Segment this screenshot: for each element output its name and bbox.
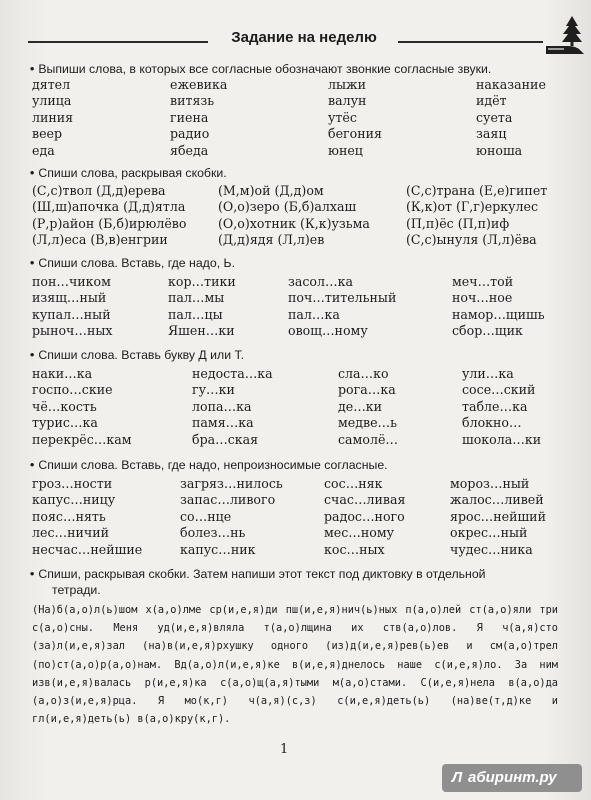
word: окрес…ный xyxy=(450,525,528,541)
word: дятел xyxy=(32,77,71,92)
word: болез…нь xyxy=(180,525,246,541)
forest-road-icon xyxy=(546,14,586,54)
word: чудес…ника xyxy=(450,541,533,557)
phrase: (П,п)ёс (П,п)иф xyxy=(406,215,510,231)
word: мороз…ный xyxy=(450,476,530,491)
word: бра…ская xyxy=(192,431,259,447)
phrase: (С,с)твол (Д,д)ерева xyxy=(32,183,166,198)
word: гроз…ности xyxy=(32,476,113,491)
word: наки…ка xyxy=(32,366,93,381)
word: суета xyxy=(476,109,513,125)
phrase: (К,к)от (Г,г)еркулес xyxy=(406,199,539,215)
word: намор…щишь xyxy=(452,306,545,322)
word: капус…ник xyxy=(180,541,256,557)
word: радио xyxy=(170,126,210,142)
task-4-instruction: • Спиши слова. Вставь букву Д или Т. xyxy=(30,348,245,362)
bullet-icon: • xyxy=(30,348,35,362)
word: счас…ливая xyxy=(324,492,406,508)
bullet-icon: • xyxy=(30,166,35,180)
word: еда xyxy=(32,142,55,158)
word: купал…ный xyxy=(32,306,111,322)
word: рога…ка xyxy=(338,382,396,398)
word: засол…ка xyxy=(288,274,353,289)
word: ябеда xyxy=(170,142,209,158)
word: мес…ному xyxy=(324,525,395,541)
word: кор…тики xyxy=(168,274,236,289)
word: ярос…нейший xyxy=(450,508,546,524)
word: ули…ка xyxy=(462,366,514,381)
task-6-instruction: • Спиши, раскрывая скобки. Затем напиши этот текст под диктовку в отдельной тетради. xyxy=(30,567,486,597)
word: пал…мы xyxy=(168,290,225,306)
word: табле…ка xyxy=(462,398,528,414)
word: лес…ничий xyxy=(32,525,110,541)
word: сбор…щик xyxy=(452,323,523,339)
word: медве…ь xyxy=(338,415,397,431)
word: пал…цы xyxy=(168,306,223,322)
task-5-instruction: • Спиши слова. Вставь, где надо, непроизносимые согласные. xyxy=(30,458,388,472)
word: запас…ливого xyxy=(180,492,276,508)
word: перекрёс…кам xyxy=(32,431,132,447)
word: сос…няк xyxy=(324,476,383,491)
word: валун xyxy=(328,93,367,109)
word: гу…ки xyxy=(192,382,235,398)
word: блокно… xyxy=(462,415,522,431)
word: утёс xyxy=(328,109,357,125)
word: ноч…ное xyxy=(452,290,513,306)
header-rule-left xyxy=(28,41,208,43)
word: ежевика xyxy=(170,77,228,92)
word: бегония xyxy=(328,126,382,142)
word: наказание xyxy=(476,77,546,92)
word: радос…ного xyxy=(324,508,405,524)
word: поч…тительный xyxy=(288,290,397,306)
word: юнец xyxy=(328,142,363,158)
word: гиена xyxy=(170,109,209,125)
phrase: (Ш,ш)апочка (Д,д)ятла xyxy=(32,199,186,215)
word: овощ…ному xyxy=(288,323,368,339)
task-1-instruction: • Выпиши слова, в которых все согласные обозначают звонкие согласные звуки. xyxy=(30,62,492,76)
word: юноша xyxy=(476,142,523,158)
word: со…нце xyxy=(180,508,232,524)
word: Яшен…ки xyxy=(168,323,235,339)
word: турис…ка xyxy=(32,415,98,431)
word: несчас…нейшие xyxy=(32,541,143,557)
page-header xyxy=(28,28,568,54)
word: де…ки xyxy=(338,398,383,414)
task-3-instruction: • Спиши слова. Вставь, где надо, Ь. xyxy=(30,256,236,270)
bullet-icon: • xyxy=(30,567,35,581)
phrase: (М,м)ой (Д,д)ом xyxy=(218,183,324,198)
word: пон…чиком xyxy=(32,274,111,289)
phrase: (Р,р)айон (Б,б)ирюлёво xyxy=(32,215,187,231)
task-2-instruction: • Спиши слова, раскрывая скобки. xyxy=(30,166,227,180)
phrase: (О,о)хотник (К,к)узьма xyxy=(218,215,370,231)
word: пояс…нять xyxy=(32,508,106,524)
word: недоста…ка xyxy=(192,366,273,381)
word: памя…ка xyxy=(192,415,254,431)
page-number: 1 xyxy=(280,742,289,757)
watermark: Л абиринт.ру xyxy=(442,764,582,792)
dictation-text: (На)б(а,о)л(ь)шом х(а,о)лме ср(и,е,я)ди пш(и,е,я)нич(ь)ных п(а,о)лей ст(а,о)яли три с(а,о)сны. Меня уд(и,е,я)вляла т(а,о)лщина их ств(а,о)лов. Я ч(а,я)сто (за)л(и,е,я)зал (на)в(и,е,я)рхушку одного (из)д(и,е,я)рев(ь)ев и см(а,о)трел (по)ст(а,о)р(а,о)нам. Вд(а,о)л(и,е,я)ке в(и,е,я)днелось наше с(и,е,я)ло. За ним изв(и,е,я)валась р(и,е,я)ка с(а,о)щ(а,я)тыми м(а,о)стами. С(и,е,я)нела в(а,о)да (а,о)з(и,е,я)рца. Я мо(к,г) ч(а,я)(с,з) с(и,е,я)деть(ь) (на)ве(т,д)ке и гл(и,е,я)деть(ь) в(а,о)кру(к,г). xyxy=(32,604,558,726)
word: изящ…ный xyxy=(32,290,107,306)
bullet-icon: • xyxy=(30,62,35,76)
word: меч…той xyxy=(452,274,514,289)
phrase: (С,с)трана (Е,е)гипет xyxy=(406,183,548,198)
word: заяц xyxy=(476,126,507,142)
labirint-logo-icon: Л xyxy=(451,769,463,786)
word: жалос…ливей xyxy=(450,492,544,508)
word: кос…ных xyxy=(324,541,385,557)
word: улица xyxy=(32,93,72,109)
word: сосе…ский xyxy=(462,382,536,398)
page-title: Задание на неделю xyxy=(231,29,377,46)
word: линия xyxy=(32,109,74,125)
phrase: (С,с)ынуля (Л,л)ёва xyxy=(406,232,537,248)
word: самолё… xyxy=(338,431,398,447)
bullet-icon: • xyxy=(30,458,35,472)
header-rule-right xyxy=(398,41,543,43)
phrase: (Д,д)ядя (Л,л)ев xyxy=(218,232,325,248)
word: лыжи xyxy=(328,77,367,92)
phrase: (Л,л)еса (В,в)енгрии xyxy=(32,232,168,248)
word: загряз…нилось xyxy=(180,476,283,491)
word: веер xyxy=(32,126,63,142)
word: витязь xyxy=(170,93,215,109)
word: шокола…ки xyxy=(462,431,542,447)
word: идёт xyxy=(476,93,507,109)
phrase: (О,о)зеро (Б,б)алхаш xyxy=(218,199,357,215)
word: чё…кость xyxy=(32,398,97,414)
word: рыноч…ных xyxy=(32,323,113,339)
word: лопа…ка xyxy=(192,398,252,414)
word: капус…ницу xyxy=(32,492,116,508)
word: сла…ко xyxy=(338,366,389,381)
bullet-icon: • xyxy=(30,256,35,270)
word: пал…ка xyxy=(288,306,340,322)
word: госпо…ские xyxy=(32,382,113,398)
